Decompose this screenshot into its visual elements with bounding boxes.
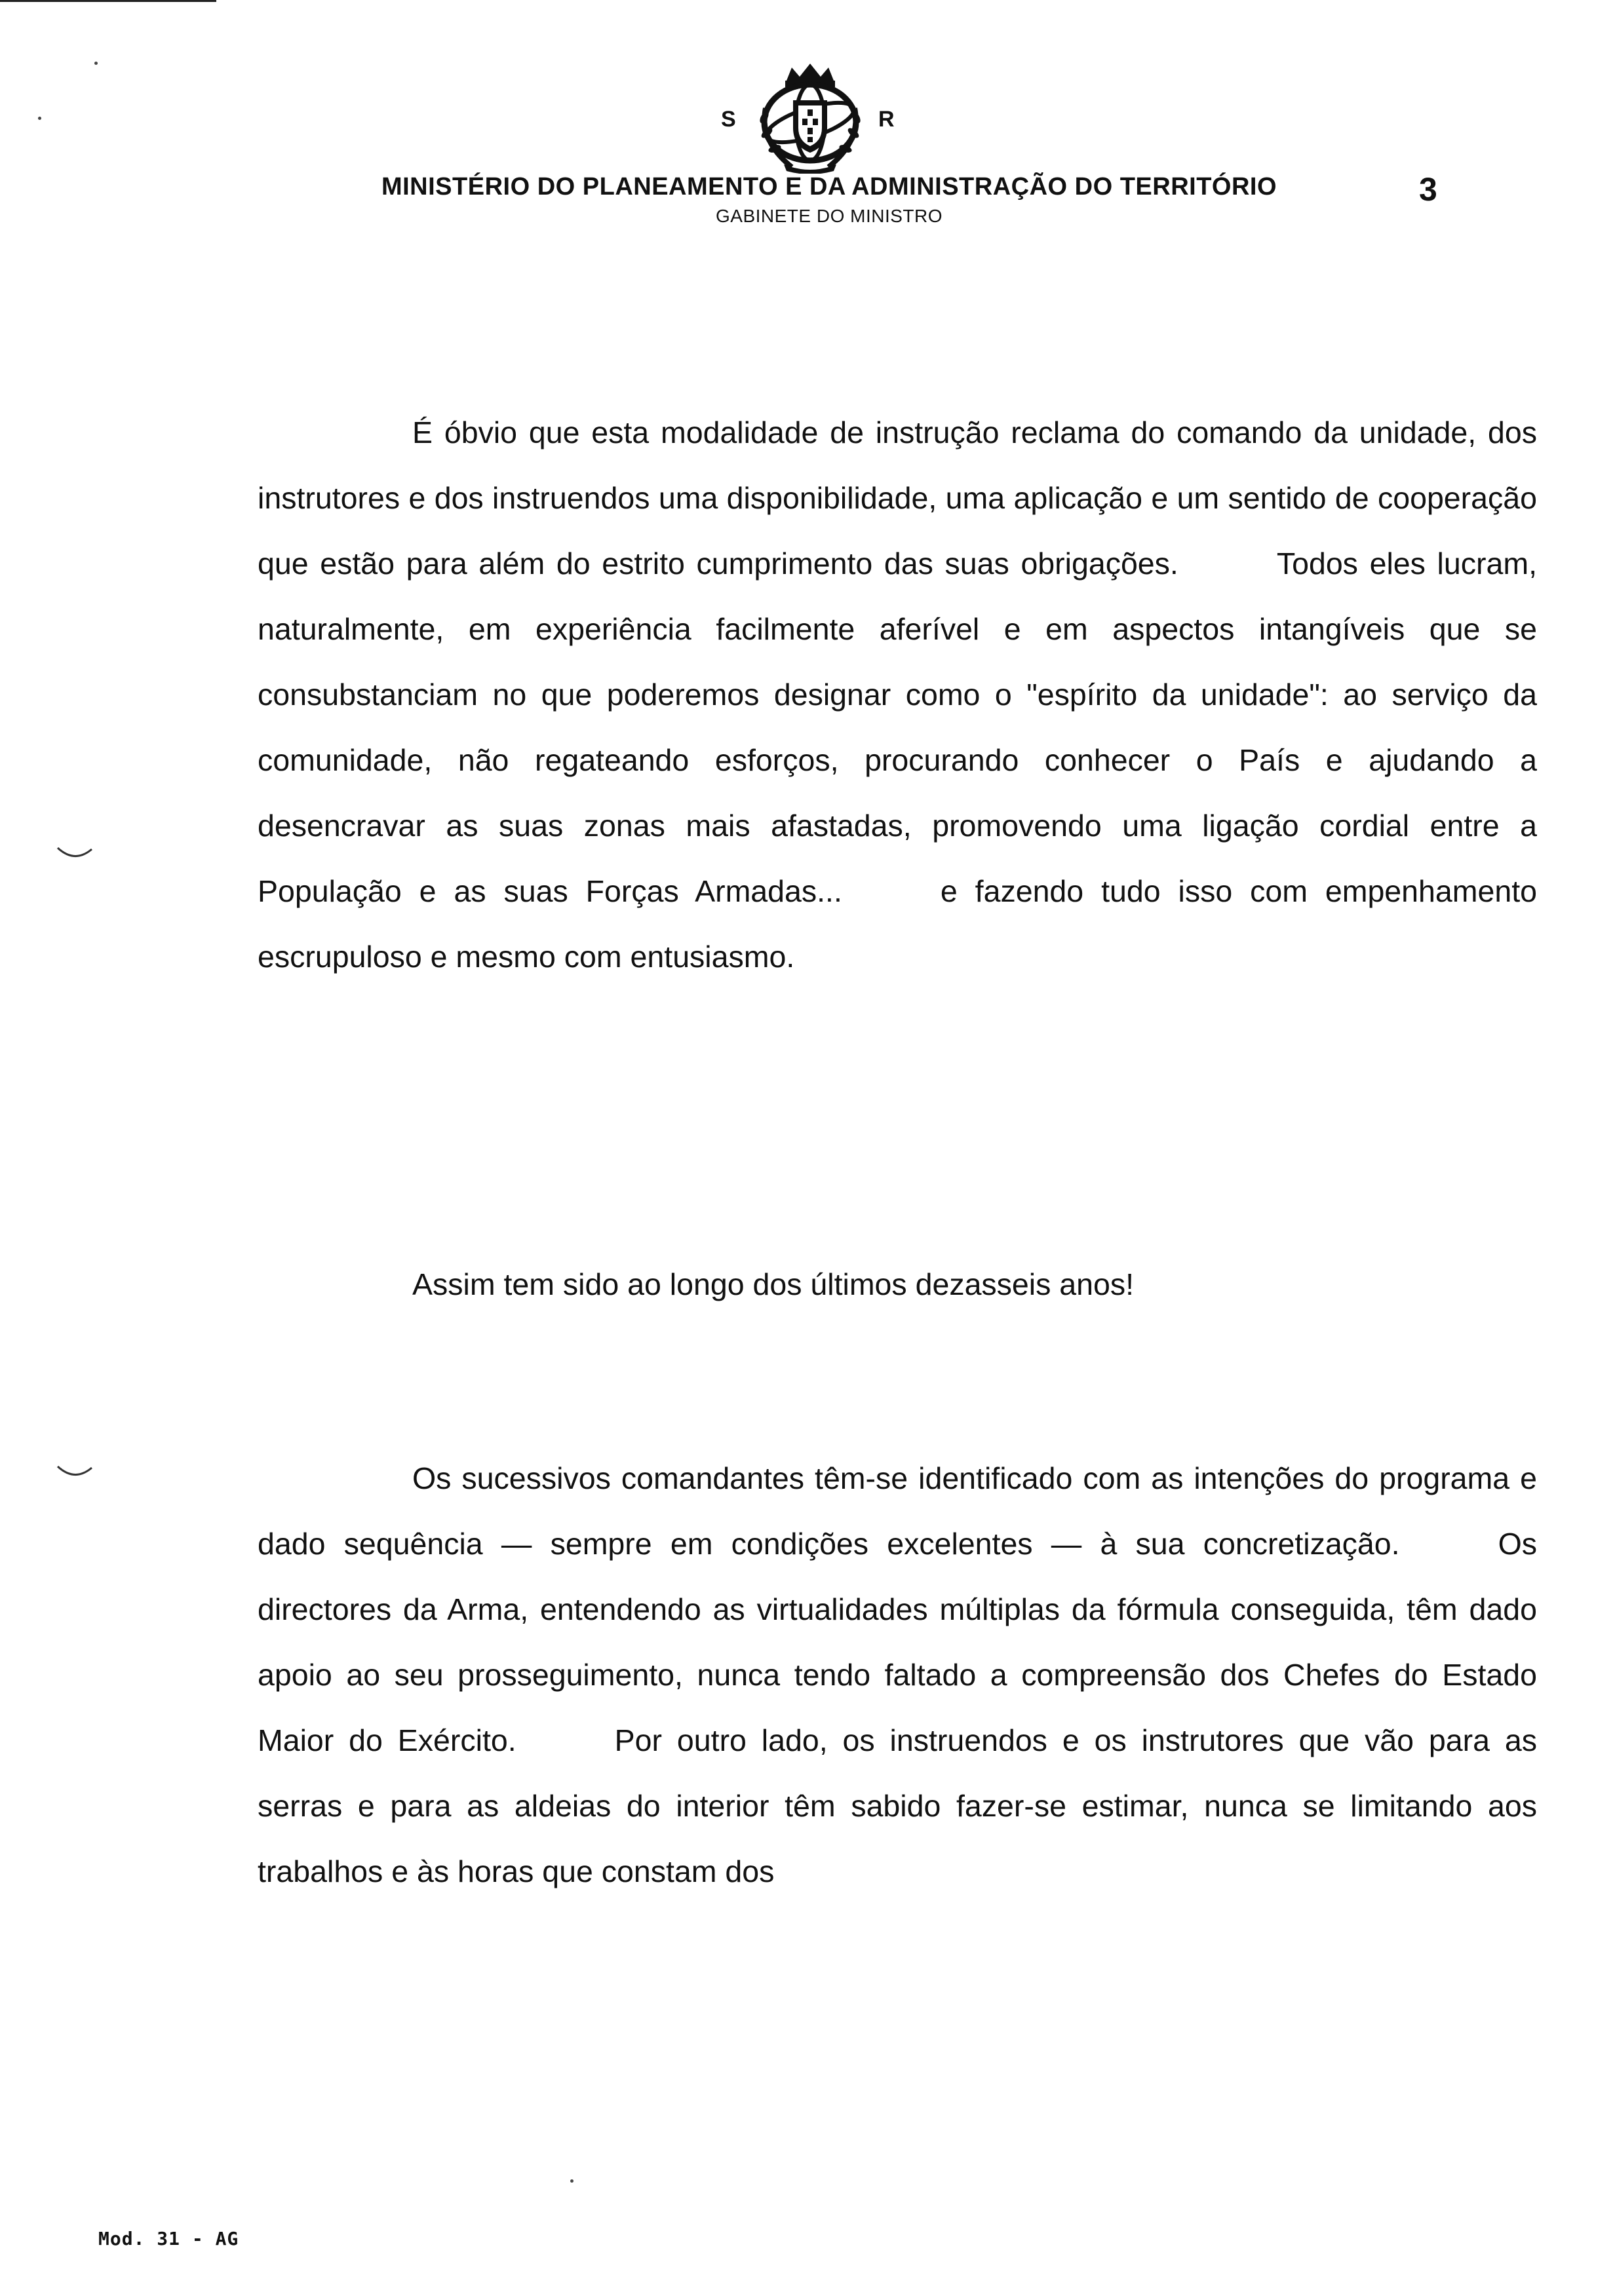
scan-speck xyxy=(38,117,41,120)
portuguese-coat-of-arms-icon xyxy=(752,62,868,174)
cabinet-subtitle: GABINETE DO MINISTRO xyxy=(715,206,943,226)
margin-mark-icon xyxy=(55,1463,94,1482)
paragraph-1-sentence-2: Todos eles lucram, naturalmente, em experiência facilmente aferível e em aspectos intangíveis que se consubstanciam no que poderemos designar como o "espírito da unidade": ao serviço da comunidade, não regateando esforços, procurando conhecer o País e ajudando a desencravar as suas zonas mais afastadas, promovendo uma ligação cordial entre a População e as suas Forças Armadas... xyxy=(258,546,1537,908)
ministry-emblem xyxy=(714,62,905,174)
body-paragraph-2: Assim tem sido ao longo dos últimos dezasseis anos! xyxy=(412,1267,1135,1301)
scan-edge-line xyxy=(0,0,216,2)
paragraph-1-sentence-3: e fazendo tudo isso com empenhamento escrupuloso e mesmo com entusiasmo. xyxy=(258,874,1537,974)
ministry-title: MINISTÉRIO DO PLANEAMENTO E DA ADMINISTRAÇÃO DO TERRITÓRIO xyxy=(381,173,1277,201)
paragraph-1-sentence-1: É óbvio que esta modalidade de instrução reclama do comando da unidade, dos instrutores e dos instruendos uma disponibilidade, uma aplicação e um sentido de cooperação que estão para além do estrito cumprimento das suas obrigações. xyxy=(258,415,1537,581)
paragraph-3-sentence-1: Os sucessivos comandantes têm-se identificado com as intenções do programa e dado sequência — sempre em condições excelentes — à sua concretização. xyxy=(258,1461,1537,1561)
emblem-right-letter: R xyxy=(878,107,895,132)
form-code: Mod. 31 - AG xyxy=(98,2228,239,2249)
body-paragraph-3 xyxy=(258,1445,1537,1904)
paragraph-3-sentence-3: Por outro lado, os instruendos e os instrutores que vão para as serras e para as aldeias do interior têm sabido fazer-se estimar, nunca se limitando aos trabalhos e às horas que constam dos xyxy=(258,1723,1537,1888)
body-paragraph-1 xyxy=(258,400,1537,989)
margin-mark-icon xyxy=(55,844,94,864)
scan-speck xyxy=(570,2179,574,2183)
emblem-left-letter: S xyxy=(721,107,736,132)
scan-speck xyxy=(94,62,98,65)
paragraph-3-sentence-2: Os directores da Arma, entendendo as virtualidades múltiplas da fórmula conseguida, têm dado apoio ao seu prosseguimento, nunca tendo faltado a compreensão dos Chefes do Estado Maior do Exército. xyxy=(258,1527,1537,1757)
page-number: 3 xyxy=(1419,171,1437,208)
